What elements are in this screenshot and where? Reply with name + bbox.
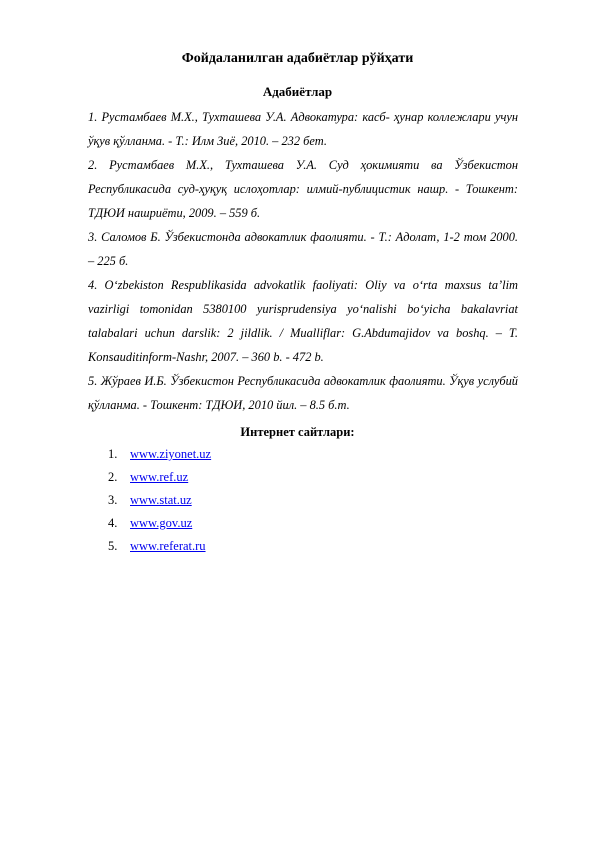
website-link[interactable]: www.ziyonet.uz — [130, 447, 212, 461]
website-link[interactable]: www.gov.uz — [130, 516, 193, 530]
website-item — [108, 467, 211, 490]
reference-item: 3. Саломов Б. Ўзбекистонда адвокатлик фаолияти. - Т.: Адолат, 1-2 том 2000. – 225 б. — [88, 230, 518, 268]
website-list — [108, 444, 211, 559]
website-item — [108, 490, 211, 513]
website-link[interactable]: www.stat.uz — [130, 493, 192, 507]
reference-item: 1. Рустамбаев М.Х., Тухташева У.А. Адвокатура: касб- ҳунар коллежлари учун ўқув қўлланма. - Т.: Илм Зиё, 2010. – 232 бет. — [88, 110, 518, 148]
list-number: 2. — [108, 470, 118, 484]
website-item — [108, 513, 211, 536]
website-link[interactable]: www.ref.uz — [130, 470, 189, 484]
list-number: 5. — [108, 539, 118, 553]
website-link[interactable]: www.referat.ru — [130, 539, 206, 553]
reference-list — [88, 105, 518, 417]
page-title: Фойдаланилган адабиётлар рўйҳати — [181, 51, 414, 66]
list-number: 1. — [108, 447, 118, 461]
list-number: 4. — [108, 516, 118, 530]
list-number: 3. — [108, 493, 118, 507]
reference-item: 5. Жўраев И.Б. Ўзбекистон Республикасида адвокатлик фаолияти. Ўқув услубий қўлланма. - Тошкент: ТДЮИ, 2010 йил. – 8.5 б.т. — [88, 374, 518, 412]
website-item — [108, 444, 211, 467]
websites-heading: Интернет сайтлари: — [240, 425, 355, 439]
website-item — [108, 536, 211, 559]
reference-item: 2. Рустамбаев М.Х., Тухташева У.А. Суд ҳокимияти ва Ўзбекистон Республикасида суд-ҳуқуқ ислоҳотлар: илмий-публицистик нашр. - Тошкент: ТДЮИ нашриёти, 2009. – 559 б. — [88, 158, 518, 220]
reference-item: 4. O‘zbekiston Respublikasida advokatlik faoliyati: Oliy va o‘rta maxsus ta’lim vazirligi tomonidan 5380100 yurisprudensiya yo‘nalishi bo‘yicha bakalavriat talabalari uchun darslik: 2 jildlik. / Mualliflar: G.Abdumajidov va boshq. – T. Konsauditinform-Nashr, 2007. – 360 b. - 472 b. — [88, 278, 518, 364]
section-title: Адабиётлар — [262, 84, 333, 99]
